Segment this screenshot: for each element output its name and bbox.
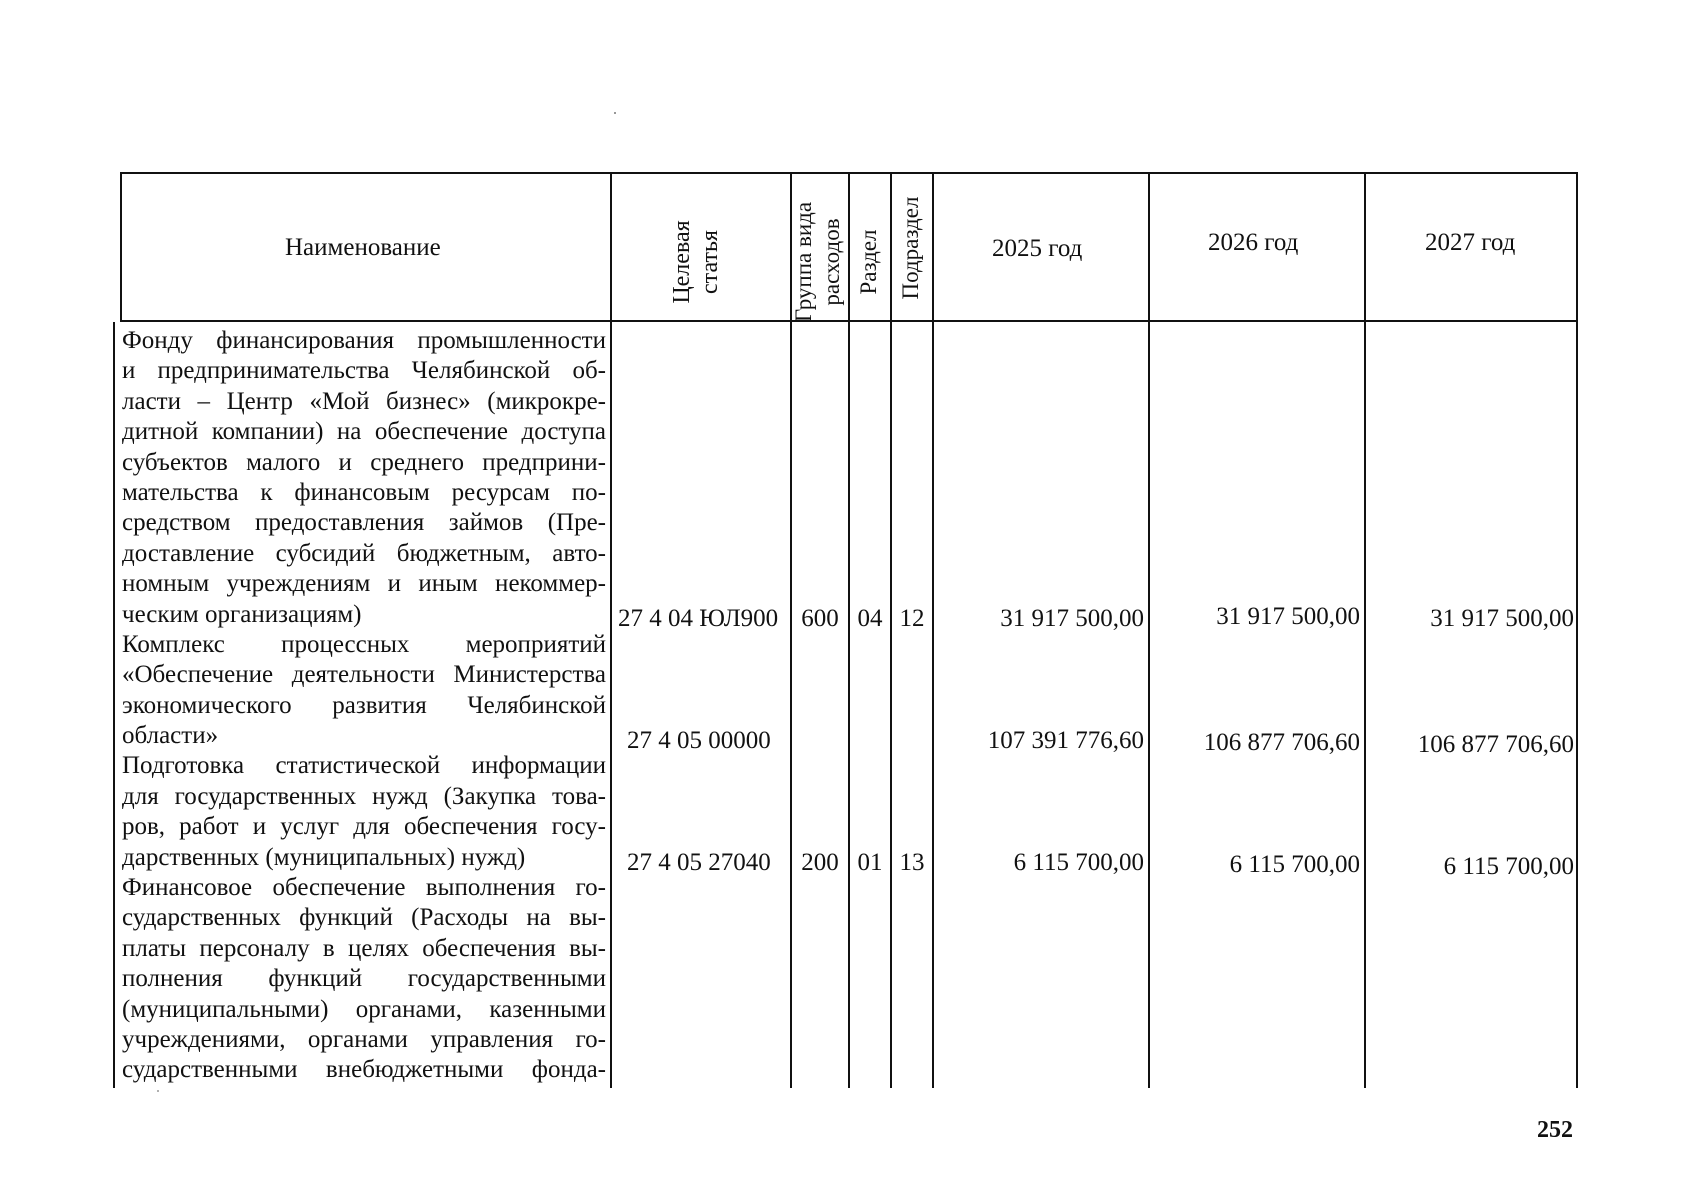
row-name-line: ласти – Центр «Мой бизнес» (микрокре- [122, 387, 606, 415]
row-2027: 106 877 706,60 [1417, 731, 1574, 758]
row-target: 27 4 05 27040 [627, 849, 771, 876]
row-group: 600 [801, 605, 839, 632]
header-expense-group: Группа вида расходов [791, 201, 844, 323]
row-2025: 31 917 500,00 [1000, 605, 1144, 632]
header-target-article: Целевая статья [669, 220, 723, 304]
header-subsection: Подраздел [898, 196, 923, 300]
row-name-line: субъектов малого и среднего предприни- [122, 448, 606, 476]
row-2027: 6 115 700,00 [1443, 853, 1574, 880]
header-2026: 2026 год [1208, 229, 1299, 256]
row-name-line: для государственных нужд (Закупка това- [122, 782, 606, 810]
row-subsection: 13 [899, 849, 925, 876]
row-name-line: платы персоналу в целях обеспечения вы- [122, 934, 606, 962]
row-section: 04 [857, 605, 883, 632]
row-target: 27 4 04 ЮЛ900 [618, 605, 779, 632]
row-name-line: и предпринимательства Челябинской об- [122, 357, 606, 385]
header-name: Наименование [285, 234, 441, 261]
row-name-line: дарственных (муниципальных) нужд) [122, 843, 526, 871]
row-name-line: полнения функций государственными [122, 965, 606, 993]
row-name-line: (муниципальными) органами, казенными [122, 995, 606, 1023]
row-name-line: доставление субсидий бюджетным, авто- [122, 539, 606, 567]
row-name-line: ров, работ и услуг для обеспечения госу- [122, 813, 606, 841]
row-name-line: средством предоставления займов (Пре- [122, 509, 606, 537]
row-2026: 106 877 706,60 [1203, 729, 1360, 756]
row-name-line: Фонду финансирования промышленности [122, 327, 606, 354]
row-section: 01 [857, 849, 883, 876]
row-2026: 31 917 500,00 [1216, 603, 1360, 630]
row-name-line: мательства к финансовым ресурсам по- [122, 478, 606, 506]
row-target: 27 4 05 00000 [627, 727, 771, 754]
row-2026: 6 115 700,00 [1229, 851, 1360, 878]
row-name-line: номным учреждениям и иным некоммер- [122, 570, 606, 598]
header-2025: 2025 год [992, 235, 1083, 262]
row-name-line: дитной компании) на обеспечение доступа [122, 418, 606, 446]
row-names [122, 326, 606, 1086]
row-2025: 107 391 776,60 [987, 727, 1144, 754]
row-name-line: экономического развития Челябинской [122, 691, 606, 719]
header-section: Раздел [856, 229, 881, 295]
row-group: 200 [801, 849, 839, 876]
row-2027: 31 917 500,00 [1430, 605, 1574, 632]
header-2027: 2027 год [1425, 229, 1516, 256]
row-name-line: Комплекс процессных мероприятий [122, 630, 606, 658]
row-name-line: «Обеспечение деятельности Министерства [122, 661, 606, 689]
row-name-line: Финансовое обеспечение выполнения го- [122, 874, 606, 902]
row-name-line: области» [122, 722, 219, 750]
row-name-line: учреждениями, органами управления го- [122, 1025, 606, 1053]
row-2025: 6 115 700,00 [1013, 849, 1144, 876]
row-name-line: ческим организациям) [122, 600, 362, 628]
row-subsection: 12 [899, 605, 925, 632]
row-name-line: сударственных функций (Расходы на вы- [122, 904, 606, 932]
row-name-line: Подготовка статистической информации [122, 752, 606, 780]
page-number: 252 [1537, 1117, 1573, 1143]
row-name-line: сударственными внебюджетными фонда- [122, 1056, 606, 1084]
